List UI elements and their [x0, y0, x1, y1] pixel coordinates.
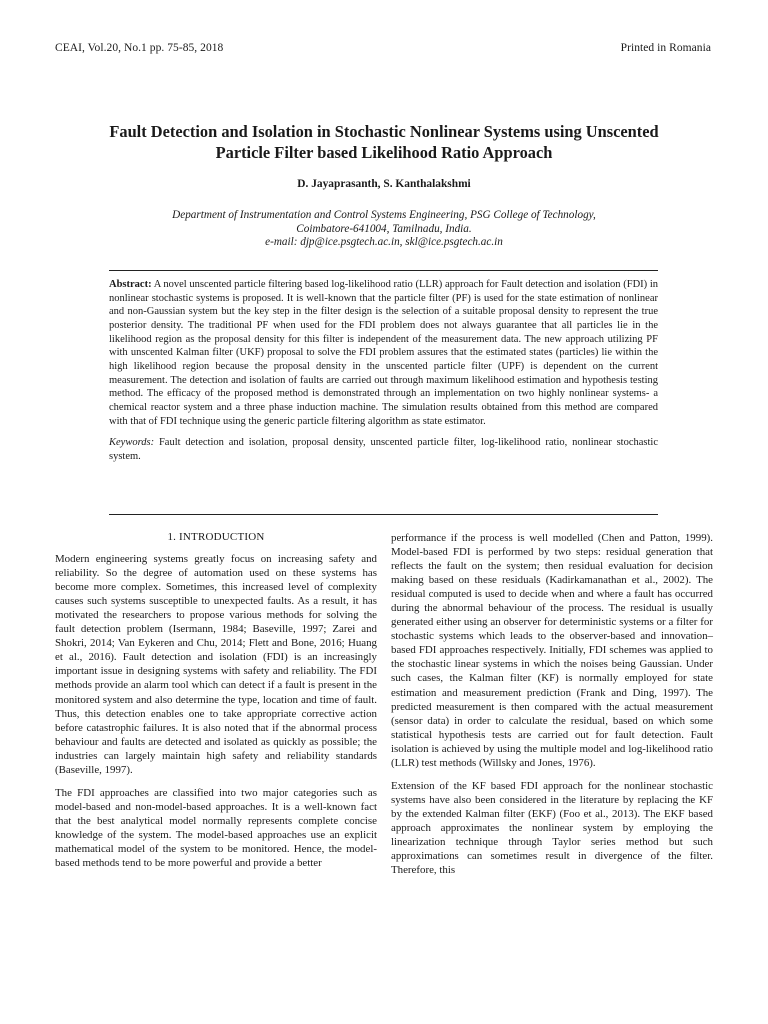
left-column	[55, 530, 377, 879]
abstract-label: Abstract:	[109, 279, 152, 290]
title-line-2: Particle Filter based Likelihood Ratio Approach	[215, 143, 553, 162]
affiliation-line-2: Coimbatore-641004, Tamilnadu, India.	[296, 222, 472, 235]
intro-paragraph-3: performance if the process is well modelled (Chen and Patton, 1999). Model-based FDI is performed by two steps: residual generation that reflects the fault on the system; then residual evaluation for decision making based on these residuals (Kadirkamanathan et al., 2002). The residual computed is used to decide when and where a fault has occurred during the abnormal behaviour of the process. The residual is usually generated either using an observer for deterministic systems or a filter for stochastic systems which leads to the observer-based and innovation–based FDI approaches respectively. Initially, FDI schemes was applied to the stochastic linear systems in which the noises being Gaussian. Under such cases, the Kalman filter (KF) is normally employed for state estimation and measurement prediction (Frank and Ding, 1997). The predicted measurement is then compared with the actual measurement (sensor data) in order to calculate the residual, based on which some statistical hypothesis tests are carried out for fault detection. Fault isolation is achieved by using the multiple model and log-likelihood ratio (LLR) test methods (Willsky and Jones, 1976).	[391, 532, 713, 769]
print-location: Printed in Romania	[620, 42, 711, 54]
title-line-1: Fault Detection and Isolation in Stochastic Nonlinear Systems using Unscented	[109, 122, 659, 141]
right-column	[391, 531, 713, 886]
abstract-box	[109, 270, 658, 515]
affiliation	[40, 209, 728, 250]
intro-paragraph-2: The FDI approaches are classified into two major categories such as model-based and non-model-based approaches. It is a well-known fact that the best analytical model normally represents complete concise knowledge of the system. The model-based approaches use an explicit mathematical model of the system to be monitored. Hence, the model-based methods tend to be more powerful and provide a better	[55, 786, 377, 870]
journal-citation: CEAI, Vol.20, No.1 pp. 75-85, 2018	[55, 42, 224, 54]
intro-paragraph-1: Modern engineering systems greatly focus on increasing safety and reliability. So the degree of automation used on these systems has become more complex. Sometimes, this increased level of complexity causes such systems susceptible to unexpected faults. As a result, it has motivated the researchers to propose various methods for solving the fault detection problem (Isermann, 1984; Baseville, 1997; Zarei and Shokri, 2014; Van Eykeren and Chu, 2014; Flett and Bone, 2016; Huang et al., 2016). Fault detection and isolation (FDI) is an increasingly important issue in designing systems with safety and reliability. The FDI methods provide an alarm tool which can detect if a fault is present in the monitored system and also determine the type, location and time of fault. Thus, this detection enables one to take appropriate corrective action before catastrophic failures. It is also noted that if the abnormal process behaviour and faults are detected and isolated as quickly as possible; the industries can largely maintain high safety and reliability standards (Baseville, 1997).	[55, 553, 377, 776]
affiliation-line-1: Department of Instrumentation and Control Systems Engineering, PSG College of Technology,	[172, 209, 596, 221]
section-heading-introduction: 1. INTRODUCTION	[167, 531, 265, 543]
authors: D. Jayaprasanth, S. Kanthalakshmi	[297, 178, 471, 190]
keywords	[109, 436, 658, 463]
abstract	[109, 278, 658, 428]
keywords-label: Keywords:	[109, 437, 155, 449]
paper-title	[40, 121, 728, 163]
affiliation-email: e-mail: djp@ice.psgtech.ac.in, skl@ice.psgtech.ac.in	[265, 236, 503, 249]
abstract-body: A novel unscented particle filtering based log-likelihood ratio (LLR) approach for Fault detection and isolation (FDI) in nonlinear stochastic systems is proposed. It is well-known that the particle filter (PF) is used for the state estimation of nonlinear and non-Gaussian system but the key step in the filter design is the selection of a suitable proposal density to represent the true posterior density. The traditional PF when used for the FDI problem does not always guarantee that all particles lie in the likelihood region as the proposal density for this filter is independent of the measurement data. The new approach utilizing PF with unscented Kalman filter (UKF) proposal to solve the FDI problem assures that the estimated states (particles) lie within the high likelihood region because the proposal density in the unscented particle filter (UPF) is dependent on the current measurement. The detection and isolation of faults are carried out through maximum likelihood estimation and hypothesis testing method. The efficacy of the proposed method is demonstrated through an implementation on two highly nonlinear systems- a chemical reactor system and a three phase induction machine. The simulation results obtained from this method are compared with that of FDI technique using the generic particle filtering algorithm as state estimator.	[109, 279, 659, 427]
running-head	[55, 42, 711, 54]
keywords-body: Fault detection and isolation, proposal density, unscented particle filter, log-likelihood ratio, nonlinear stochastic system.	[109, 437, 658, 462]
intro-paragraph-4: Extension of the KF based FDI approach for the nonlinear stochastic systems have also been considered in the literature by replacing the KF by the extended Kalman filter (EKF) (Foo et al., 2013). The EKF based approach approximates the nonlinear system by employing the linearization technique through Taylor series method but such approximations can sometimes result in divergence of the filter. Therefore, this	[391, 779, 713, 877]
